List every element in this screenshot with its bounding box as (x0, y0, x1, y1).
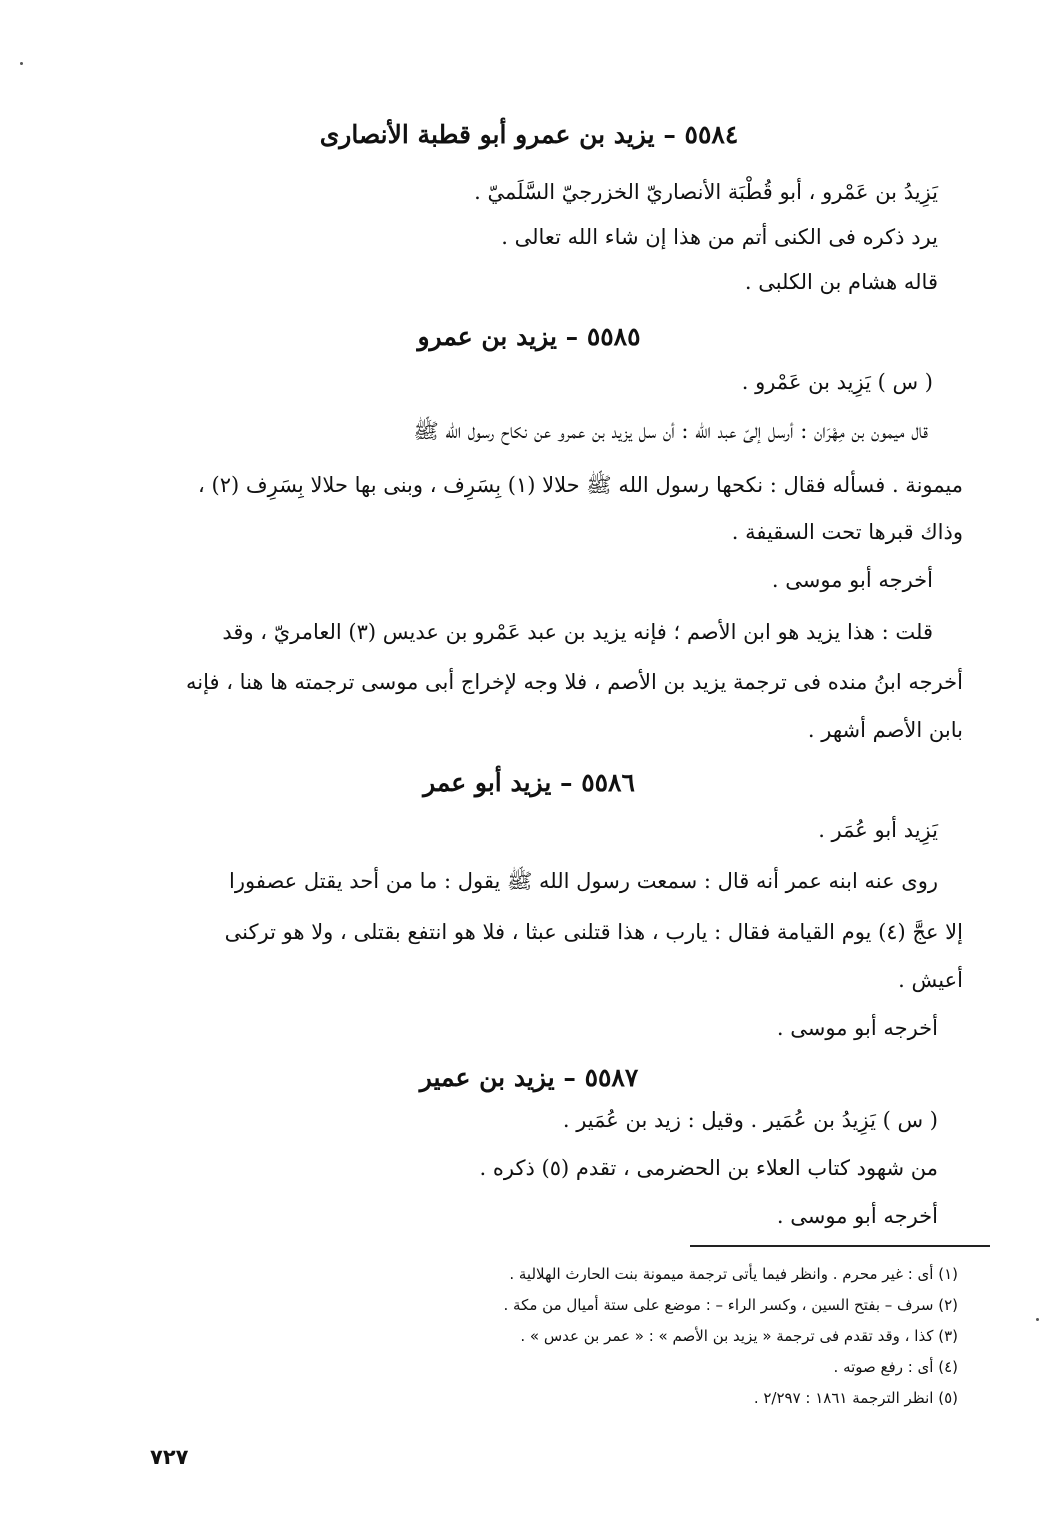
entry-line: إلا عجَّ (٤) يوم القيامة فقال : يارب ، هذا قتلنى عبثا ، فلا هو انتفع بقتلى ، ولا هو تركنى (224, 920, 963, 944)
page-number: ٧٢٧ (150, 1445, 189, 1469)
entry-line: يَزِيد أبو عُمَر . (818, 818, 938, 842)
entry-line: قلت : هذا يزيد هو ابن الأصم ؛ فإنه يزيد بن عبد عَمْرو بن عديس (٣) العامريّ ، وقد (222, 620, 933, 644)
footnote-rule (690, 1245, 990, 1247)
entry-line: وذاك قبرها تحت السقيفة . (731, 520, 963, 544)
scan-speck (20, 62, 23, 65)
footnote: (٥) انظر الترجمة ١٨٦١ : ٢/٢٩٧ . (753, 1389, 958, 1407)
entry-line: قال ميمون بن مِهْرَان : أرسل إلىّ عبد الله : أن سل يزيد بن عمرو عن نكاح رسول الله ﷺ (413, 419, 928, 443)
entry-heading: ٥٥٨٧ – يزيد بن عمير (419, 1063, 639, 1092)
entry-heading: ٥٥٨٥ – يزيد بن عمرو (417, 322, 641, 351)
entry-line: أعيش . (898, 968, 963, 992)
footnote: (٤) أى : رفع صوته . (833, 1358, 958, 1376)
entry-heading: ٥٥٨٤ – يزيد بن عمرو أبو قطبة الأنصارى (319, 120, 739, 149)
entry-line: أخرجه أبو موسى . (771, 568, 933, 592)
entry-line: يَزِيدُ بن عَمْرو ، أبو قُطْبَة الأنصاريّ الخزرجيّ السَّلَميّ . (474, 180, 938, 204)
entry-line: روى عنه ابنه عمر أنه قال : سمعت رسول الله ﷺ يقول : ما من أحد يقتل عصفورا (229, 869, 938, 893)
entry-line: أخرجه أبو موسى . (776, 1016, 938, 1040)
entry-line: بابن الأصم أشهر . (807, 718, 963, 742)
entry-line: يرد ذكره فى الكنى أتم من هذا إن شاء الله تعالى . (501, 225, 938, 249)
entry-line: ( س ) يَزِيدُ بن عُمَير . وقيل : زيد بن عُمَير . (562, 1108, 938, 1132)
entry-line: أخرجه أبو موسى . (776, 1204, 938, 1228)
entry-line: أخرجه ابنُ منده فى ترجمة يزيد بن الأصم ، فلا وجه لإخراج أبى موسى ترجمته ها هنا ، فإنه (186, 670, 963, 694)
entry-line: ( س ) يَزِيد بن عَمْرو . (741, 370, 933, 394)
entry-line: ميمونة . فسأله فقال : نكحها رسول الله ﷺ حلالا (١) بِسَرِف ، وبنى بها حلالا بِسَرِف (٢) ، (198, 473, 963, 497)
entry-line: قاله هشام بن الكلبى . (744, 270, 938, 294)
footnote: (٣) كذا ، وقد تقدم فى ترجمة « يزيد بن الأصم » : « عمر بن عدس » . (520, 1327, 958, 1345)
footnote: (٢) سرف – بفتح السين ، وكسر الراء – : موضع على ستة أميال من مكة . (503, 1296, 958, 1314)
entry-line: من شهود كتاب العلاء بن الحضرمى ، تقدم (٥) ذكره . (479, 1156, 938, 1180)
entry-heading: ٥٥٨٦ – يزيد أبو عمر (423, 768, 635, 797)
scan-speck (1036, 1318, 1039, 1321)
footnote: (١) أى : غير محرم . وانظر فيما يأتى ترجمة ميمونة بنت الحارث الهلالية . (509, 1265, 958, 1283)
